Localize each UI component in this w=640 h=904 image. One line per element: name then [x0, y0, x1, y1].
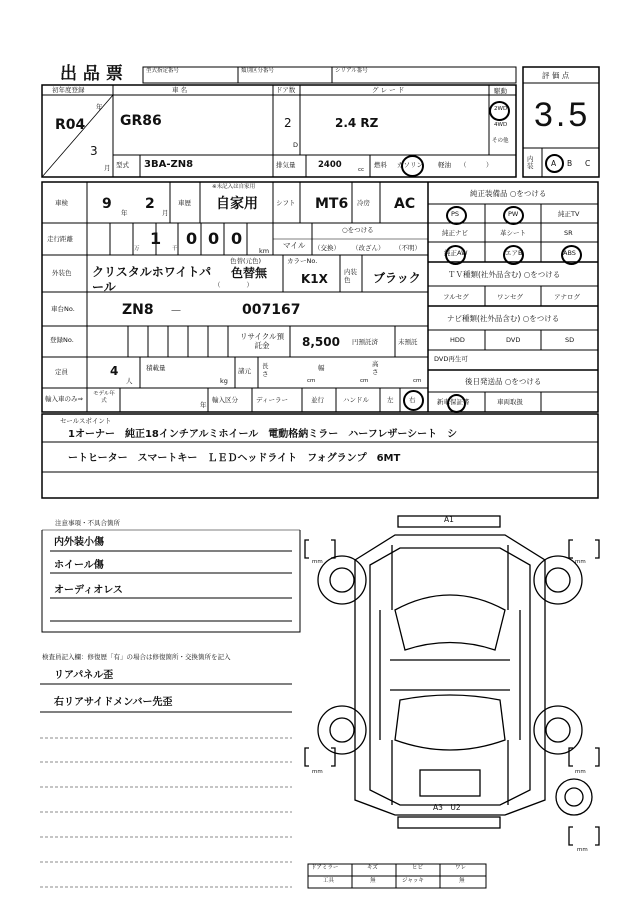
fuel-other: （ ） — [460, 161, 493, 169]
import-class-label: 輸入区分 — [212, 396, 238, 404]
fuel-label: 燃料 — [374, 161, 387, 169]
fuel-gasoline-circle — [401, 155, 424, 177]
dvd-player: DVD再生可 — [434, 355, 468, 363]
drive-other: その他 — [492, 138, 509, 144]
shift-label: シフト — [276, 199, 296, 207]
interior-a-circle — [545, 154, 564, 173]
car-name-label: 車 名 — [172, 86, 188, 94]
model-label: 型式 — [116, 161, 129, 169]
recycle-paid: 円預託済 — [352, 338, 378, 346]
legend-jack: ジャッキ — [402, 878, 424, 884]
interior-a: A — [551, 159, 557, 168]
form-title: 出 品 票 — [60, 64, 123, 84]
inspector-item: リアパネル歪 — [54, 670, 114, 681]
equip-leather: 革シート — [500, 229, 526, 237]
color-change-label: 色替(元色) — [230, 257, 262, 265]
length-label: 長さ — [262, 362, 269, 378]
capacity-label: 定員 — [55, 368, 68, 376]
width-label: 幅 — [318, 364, 325, 372]
note-item: ホイール傷 — [54, 560, 104, 571]
later-header: 後日発送品 ○をつける — [465, 377, 542, 386]
int-color-label: 内装色 — [344, 268, 357, 284]
reg-month: 3 — [90, 144, 98, 158]
color-no-value: K1X — [301, 272, 328, 286]
unknown-option: （不明） — [395, 244, 421, 252]
handle-right-circle — [403, 390, 424, 411]
equip-airbag: エアB — [505, 249, 523, 257]
capacity-unit: 人 — [126, 377, 133, 385]
equip-abs: ABS — [563, 249, 576, 257]
displacement-value: 2400 — [318, 160, 342, 170]
later-ext-manual: 車両取扱 — [497, 398, 523, 406]
usage-note: ※未記入は自家用 — [212, 184, 256, 190]
navi-dvd: DVD — [506, 336, 521, 344]
inspection-label: 車検 — [55, 199, 68, 207]
chassis-dash: － — [170, 304, 183, 318]
mm-label: mm — [575, 769, 586, 775]
mileage-digit-3: 0 — [208, 229, 220, 248]
usage-label: 車歴 — [178, 199, 191, 207]
inspector-item: 右リアサイドメンバー先歪 — [54, 697, 173, 708]
equip-sr: SR — [564, 229, 573, 237]
navi-hdd: HDD — [450, 336, 465, 344]
mileage-digit-1: 1 — [150, 229, 162, 248]
notes-label: 注意事項・不具合箇所 — [55, 519, 120, 527]
inspection-year-unit: 年 — [121, 209, 128, 217]
mileage-digit-2: 0 — [186, 229, 198, 248]
score-value: 3.5 — [534, 96, 591, 134]
load-label: 積載量 — [146, 364, 166, 372]
km-unit: km — [259, 247, 270, 255]
tv-fullseg: フルセグ — [443, 293, 469, 301]
interior-b: B — [567, 159, 573, 168]
legend-jack-none: 無 — [459, 878, 465, 884]
int-color-value: ブラック — [373, 271, 421, 285]
equip-airbag-circle — [503, 245, 524, 265]
equip-pw: PW — [508, 210, 519, 218]
drive-2wd: 2WD — [494, 106, 508, 112]
mile-label: マイル — [283, 241, 306, 250]
chassis-number: 007167 — [242, 302, 301, 318]
tv-analog: アナログ — [554, 293, 580, 301]
capacity-value: 4 — [110, 364, 119, 378]
interior-label: 内装 — [527, 155, 534, 170]
handle-right: 右 — [409, 396, 416, 404]
sales-point-label: セールスポイント — [60, 417, 112, 425]
fuel-diesel: 軽油 — [438, 161, 451, 169]
equip-tv: 純正TV — [558, 210, 580, 218]
door-d: D — [293, 141, 299, 149]
mileage-label: 走行距離 — [47, 235, 73, 243]
model-year-label: モデル年式 — [93, 391, 115, 404]
chassis-prefix: ZN8 — [122, 302, 154, 318]
recycle-label: リサイクル預託金 — [240, 332, 284, 350]
grade-label: グ レ ー ド — [372, 86, 405, 94]
length-cm: cm — [307, 378, 316, 384]
width-cm: cm — [360, 378, 369, 384]
model-value: 3BA-ZN8 — [144, 159, 194, 170]
ac-value: AC — [394, 196, 416, 212]
cc-unit: cc — [358, 167, 365, 173]
rear-mark: A3 U2 — [433, 803, 461, 812]
grade-value: 2.4 RZ — [335, 116, 379, 130]
color-change-value: 色替無 — [231, 266, 268, 280]
category-label: 類別区分番号 — [241, 68, 275, 74]
legend-door-mirror: ドアミラー — [311, 865, 339, 871]
tv-oneseg: ワンセグ — [497, 293, 523, 301]
later-manual-circle — [447, 394, 466, 413]
mm-label: mm — [575, 559, 586, 565]
front-mark: A1 — [444, 515, 454, 524]
serial-label: シリアル番号 — [335, 68, 368, 74]
later-manual: 新車保証書 — [437, 398, 470, 406]
navi-sd: SD — [565, 336, 575, 344]
equip-abs-circle — [561, 245, 582, 265]
mm-label: mm — [577, 847, 588, 853]
interior-c: C — [585, 159, 591, 168]
car-diagram — [305, 516, 599, 845]
dims-label: 諸元 — [238, 367, 251, 375]
ext-color-value: クリスタルホワイトパール — [92, 265, 212, 294]
drive-4wd: 4WD — [494, 122, 508, 128]
ext-color-label: 外装色 — [52, 269, 72, 277]
usage-value: 自家用 — [216, 196, 258, 212]
score-label: 評 価 点 — [542, 71, 570, 80]
color-no-label: カラーNo. — [287, 257, 318, 265]
inspection-month-unit: 月 — [162, 209, 169, 217]
inspector-label: 検査員記入欄：修復歴「有」の場合は修復箇所・交換箇所を記入 — [42, 653, 231, 661]
exchange-option: （交換） — [314, 244, 340, 252]
equip-navi: 純正ナビ — [442, 229, 468, 237]
navi-header: ナビ種類(社外品含む) ○をつける — [447, 314, 560, 323]
first-reg-label: 初年度登録 — [52, 86, 85, 94]
car-name: GR86 — [120, 113, 162, 129]
kg-unit: kg — [220, 377, 228, 385]
mm-label: mm — [312, 559, 323, 565]
fuel-gasoline: ガソリン — [397, 161, 423, 169]
dealer-option: ディーラー — [256, 396, 288, 404]
model-cert-label: 型式指定番号 — [146, 68, 180, 74]
oem-header: 純正装備品 ○をつける — [470, 189, 547, 198]
doors-label: ドア数 — [276, 86, 296, 94]
handle-left: 左 — [387, 396, 394, 404]
sales-point-line-2: ートヒーター スマートキー ＬＥＤヘッドライト フォグランプ 6MT — [68, 453, 401, 464]
ac-label: 冷房 — [357, 199, 370, 207]
drive-label: 駆動 — [494, 87, 507, 95]
man-unit: 万 — [134, 246, 140, 252]
legend-scratch: キズ — [367, 865, 378, 871]
equip-aw-circle — [445, 245, 466, 265]
year-unit: 年 — [96, 103, 103, 111]
inspection-year: 9 — [102, 196, 112, 212]
height-cm: cm — [413, 378, 422, 384]
reg-no-label: 登録No. — [50, 336, 74, 344]
drive-2wd-circle — [489, 101, 510, 121]
equip-ps-circle — [446, 206, 467, 225]
import-label: 輸入車のみ⇒ — [45, 395, 83, 403]
chassis-label: 車台No. — [51, 305, 75, 313]
note-item: オーディオレス — [54, 585, 123, 596]
handle-label: ハンドル — [343, 396, 369, 404]
month-unit: 月 — [104, 164, 111, 172]
recycle-value: 8,500 — [302, 335, 340, 349]
reg-year: R04 — [55, 117, 86, 133]
color-change-paren: （ ） — [214, 281, 253, 289]
height-label: 高さ — [372, 360, 379, 376]
circle-note: ○をつける — [342, 226, 374, 234]
displacement-label: 排気量 — [276, 161, 296, 169]
doors-value: 2 — [284, 116, 292, 130]
equip-pw-circle — [503, 206, 524, 225]
parallel-option: 並行 — [311, 396, 324, 404]
mileage-digit-4: 0 — [231, 229, 243, 248]
tv-header: ＴＶ種類(社外品含む) ○をつける — [448, 270, 561, 279]
equip-aw: 純正AW — [444, 249, 468, 257]
note-item: 内外装小傷 — [54, 537, 104, 548]
equip-ps: PS — [451, 210, 460, 218]
altered-option: （改ざん） — [352, 244, 385, 252]
sales-point-line-1: 1オーナー 純正18インチアルミホイール 電動格納ミラー ハーフレザーシート シ — [68, 429, 458, 440]
legend-crack: ヒビ — [412, 865, 424, 871]
shift-value: MT6 — [315, 196, 349, 212]
mm-label: mm — [312, 769, 323, 775]
legend-tools: 工具 — [323, 878, 335, 884]
legend-break: ワレ — [455, 865, 467, 871]
legend-tools-none: 無 — [370, 878, 376, 884]
sen-unit: 千 — [172, 246, 178, 252]
inspection-month: 2 — [145, 196, 155, 212]
recycle-unpaid: 未預託 — [398, 338, 418, 346]
model-year-unit: 年 — [200, 401, 207, 409]
